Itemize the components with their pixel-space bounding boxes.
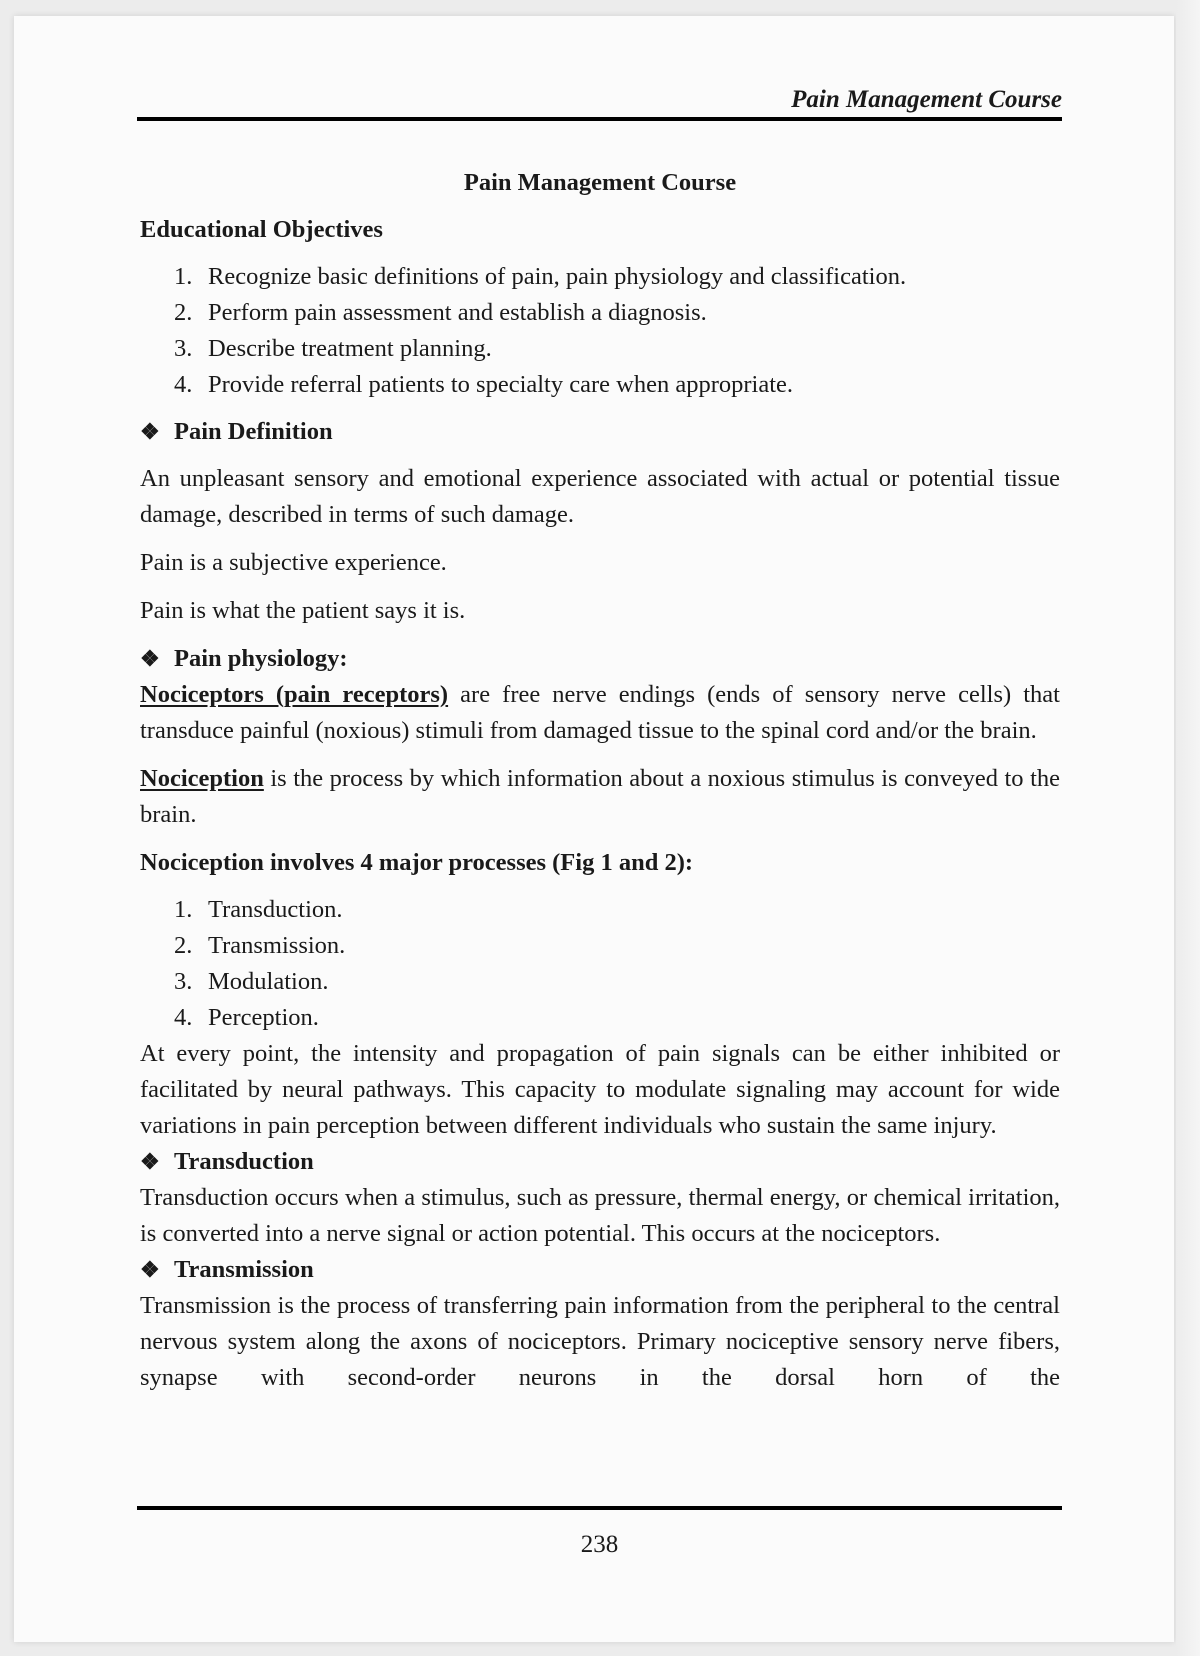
- list-item: [140, 928, 1060, 964]
- transduction-heading: [140, 1144, 1060, 1180]
- list-text: Perform pain assessment and establish a diagnosis.: [208, 299, 707, 326]
- heading-text: Transmission: [174, 1256, 314, 1283]
- diamond-bullet-icon: ❖: [140, 1257, 160, 1282]
- list-text: Provide referral patients to specialty care when appropriate.: [208, 371, 794, 398]
- nociceptors-term: Nociceptors (pain receptors): [140, 681, 449, 708]
- nociception-text: is the process by which information about a noxious stimulus is conveyed to the brain.: [140, 765, 1060, 828]
- list-number: 2.: [174, 299, 193, 326]
- pain-definition-heading: [140, 414, 1060, 450]
- list-item: [140, 964, 1060, 1000]
- pain-definition-text: An unpleasant sensory and emotional experience associated with actual or potential tissue damage, described in terms of such damage.: [140, 465, 1060, 528]
- list-item: [140, 367, 1060, 403]
- diamond-bullet-icon: ❖: [140, 1149, 160, 1174]
- nociceptors-paragraph: [140, 677, 1060, 749]
- nociception-term: Nociception: [140, 765, 264, 792]
- page-edge-shadow: [1176, 0, 1200, 1656]
- list-text: Describe treatment planning.: [208, 335, 492, 362]
- modulation-paragraph: At every point, the intensity and propagation of pain signals can be either inhibited or facilitated by neural pathways. This capacity to modulate signaling may account for wide variations in pain perception between different individuals who sustain the same injury.: [140, 1040, 1060, 1139]
- objectives-list: [140, 259, 1060, 403]
- list-text: Recognize basic definitions of pain, pain physiology and classification.: [208, 263, 907, 290]
- objectives-heading: Educational Objectives: [140, 216, 383, 243]
- diamond-bullet-icon: ❖: [140, 419, 160, 444]
- list-number: 4.: [174, 1004, 193, 1031]
- heading-text: Pain Definition: [174, 418, 333, 445]
- list-text: Transduction.: [208, 896, 343, 923]
- processes-list: [140, 892, 1060, 1036]
- processes-heading: Nociception involves 4 major processes (Fig 1 and 2):: [140, 849, 694, 876]
- pain-physiology-heading: [140, 641, 1060, 677]
- list-number: 1.: [174, 896, 193, 923]
- pain-patient-says-text: Pain is what the patient says it is.: [140, 597, 466, 624]
- list-number: 1.: [174, 263, 193, 290]
- pain-subjective-text: Pain is a subjective experience.: [140, 549, 447, 576]
- list-number: 3.: [174, 335, 193, 362]
- list-item: [140, 892, 1060, 928]
- list-item: [140, 259, 1060, 295]
- diamond-bullet-icon: ❖: [140, 646, 160, 671]
- list-text: Modulation.: [208, 968, 329, 995]
- heading-text: Transduction: [174, 1148, 314, 1175]
- page-body: [140, 165, 1060, 1396]
- header-rule: [137, 117, 1062, 121]
- list-item: [140, 295, 1060, 331]
- nociception-paragraph: [140, 761, 1060, 833]
- list-text: Perception.: [208, 1004, 319, 1031]
- list-text: Transmission.: [208, 932, 346, 959]
- running-header-title: Pain Management Course: [791, 86, 1062, 113]
- transmission-paragraph: Transmission is the process of transferring pain information from the peripheral to the central nervous system along the axons of nociceptors. Primary nociceptive sensory nerve fibers, synapse with second-order neurons in the dorsal horn of the: [140, 1292, 1060, 1391]
- footer-rule: [137, 1506, 1062, 1510]
- transduction-paragraph: Transduction occurs when a stimulus, such as pressure, thermal energy, or chemical irritation, is converted into a nerve signal or action potential. This occurs at the nociceptors.: [140, 1184, 1060, 1247]
- list-number: 4.: [174, 371, 193, 398]
- list-item: [140, 331, 1060, 367]
- list-number: 2.: [174, 932, 193, 959]
- page-title: Pain Management Course: [463, 169, 737, 196]
- nociceptors-text: are free nerve endings (ends of sensory nerve cells) that transduce painful (noxious) stimuli from damaged tissue to the spinal cord and/or the brain.: [140, 681, 1060, 744]
- heading-text: Pain physiology:: [174, 645, 348, 672]
- list-number: 3.: [174, 968, 193, 995]
- transmission-heading: [140, 1252, 1060, 1288]
- page-number: 238: [580, 1531, 619, 1558]
- list-item: [140, 1000, 1060, 1036]
